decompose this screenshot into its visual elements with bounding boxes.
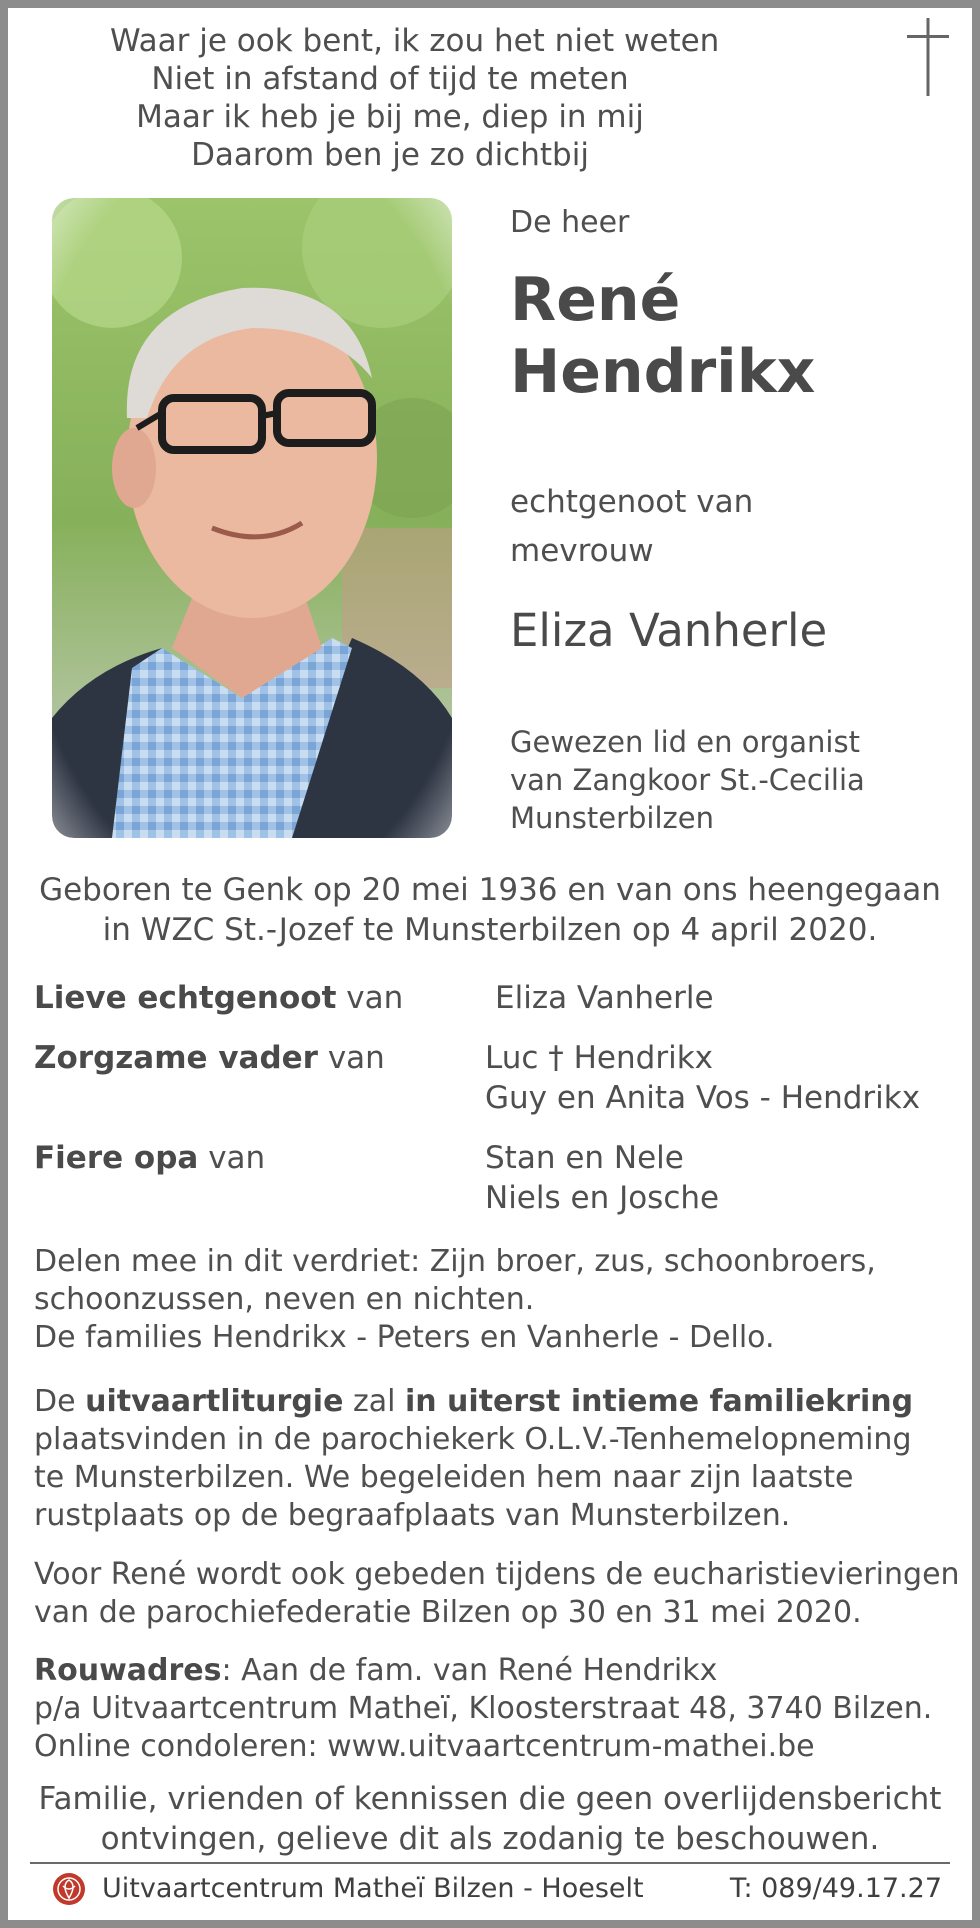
liturgy-text: zal (343, 1384, 405, 1419)
grandchild-line: Niels en Josche (485, 1180, 720, 1216)
label-van: van (208, 1140, 266, 1176)
family-grandchildren (485, 1138, 719, 1218)
deceased-last-name: Hendrikx (510, 337, 816, 407)
deceased-title: De heer (510, 205, 630, 240)
born-line: in WZC St.-Jozef te Munsterbilzen op 4 april 2020. (102, 912, 878, 948)
label-van: van (327, 1040, 385, 1076)
notice-line: Familie, vrienden of kennissen die geen overlijdensbericht (38, 1781, 942, 1817)
address-paragraph (34, 1652, 954, 1766)
poem-line: Niet in afstand of tijd te meten (151, 61, 629, 97)
address-line[interactable]: Online condoleren: www.uitvaartcentrum-mathei.be (34, 1729, 815, 1764)
label-van: van (346, 980, 404, 1016)
prayer-line: Voor René wordt ook gebeden tijdens de eucharistievieringen (34, 1557, 960, 1592)
notice-paragraph (30, 1779, 950, 1859)
notice-line: ontvingen, gelieve dit als zodanig te beschouwen. (100, 1821, 880, 1857)
role-line: van Zangkoor St.-Cecilia (510, 763, 865, 797)
family-spouse-label (34, 978, 403, 1018)
address-label: Rouwadres (34, 1653, 222, 1688)
liturgy-line: plaatsvinden in de parochiekerk O.L.V.-Tenhemelopneming (34, 1422, 912, 1457)
family-children (485, 1038, 920, 1118)
label-bold: Fiere opa (34, 1140, 199, 1176)
family-grandpa-label (34, 1138, 265, 1178)
grandchild-line: Stan en Nele (485, 1140, 684, 1176)
spouse-intro-line: mevrouw (510, 533, 654, 569)
funeral-home-phone: T: 089/49.17.27 (729, 1873, 942, 1904)
poem (110, 22, 720, 174)
liturgy-bold: in uiterst intieme familiekring (404, 1384, 914, 1419)
born-line: Geboren te Genk op 20 mei 1936 en van ons heengegaan (39, 872, 941, 908)
address-line: p/a Uitvaartcentrum Matheï, Kloosterstraat 48, 3740 Bilzen. (34, 1691, 933, 1726)
poem-line: Maar ik heb je bij me, diep in mij (136, 99, 644, 135)
poem-line: Waar je ook bent, ik zou het niet weten (110, 23, 720, 59)
spouse-intro-line: echtgenoot van (510, 484, 754, 520)
portrait-illustration (52, 198, 452, 838)
liturgy-bold: uitvaartliturgie (85, 1384, 344, 1419)
family-spouse-value: Eliza Vanherle (495, 980, 714, 1016)
spouse-intro (510, 478, 753, 576)
spouse-name: Eliza Vanherle (510, 604, 828, 657)
prayer-paragraph (34, 1556, 960, 1632)
share-line: schoonzussen, neven en nichten. (34, 1282, 535, 1317)
liturgy-line (34, 1383, 954, 1421)
child-line: Guy en Anita Vos - Hendrikx (485, 1080, 921, 1116)
cross-icon (907, 18, 949, 96)
portrait-photo (52, 198, 452, 838)
liturgy-text: De (34, 1384, 86, 1419)
deceased-role (510, 723, 865, 837)
deceased-first-name: René (510, 265, 681, 335)
poem-line: Daarom ben je zo dichtbij (191, 137, 589, 173)
address-text: : Aan de fam. van René Hendrikx (221, 1653, 718, 1688)
prayer-line: van de parochiefederatie Bilzen op 30 en 31 mei 2020. (34, 1595, 862, 1630)
rose-logo-icon (52, 1872, 86, 1906)
liturgy-paragraph (34, 1383, 954, 1535)
role-line: Gewezen lid en organist (510, 725, 860, 759)
share-line: Delen mee in dit verdriet: Zijn broer, zus, schoonbroers, (34, 1244, 876, 1279)
deceased-name (510, 264, 815, 408)
footer-divider (30, 1862, 950, 1864)
label-bold: Lieve echtgenoot (34, 980, 337, 1016)
funeral-home-name: Uitvaartcentrum Matheï Bilzen - Hoeselt (102, 1873, 644, 1904)
address-line (34, 1652, 954, 1690)
share-line: De families Hendrikx - Peters en Vanherle - Dello. (34, 1320, 775, 1355)
birth-death-statement (30, 870, 950, 950)
role-line: Munsterbilzen (510, 801, 714, 835)
label-bold: Zorgzame vader (34, 1040, 318, 1076)
share-grief-paragraph (34, 1243, 954, 1357)
child-line: Luc † Hendrikx (485, 1040, 713, 1076)
family-father-label (34, 1038, 385, 1078)
liturgy-line: te Munsterbilzen. We begeleiden hem naar zijn laatste (34, 1460, 854, 1495)
liturgy-line: rustplaats op de begraafplaats van Munsterbilzen. (34, 1498, 791, 1533)
